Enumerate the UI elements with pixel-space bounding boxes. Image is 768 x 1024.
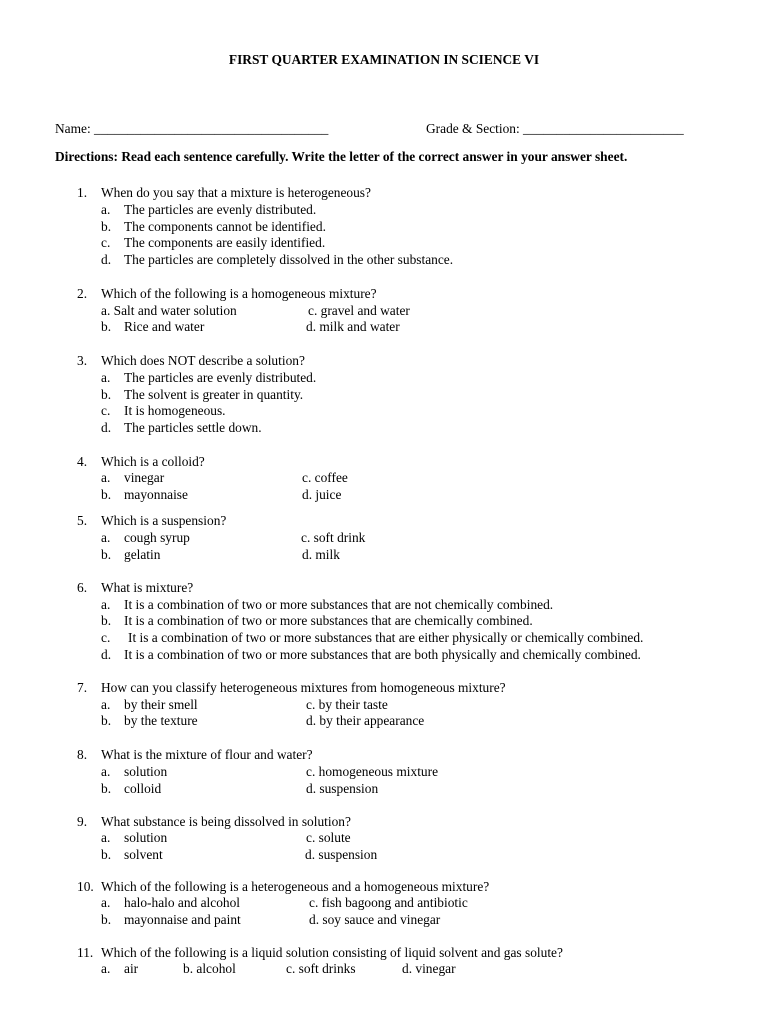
question-text: Which is a suspension? — [101, 513, 227, 528]
choice-letter: b. — [101, 847, 112, 862]
choice-letter: b. — [101, 713, 112, 728]
question-text: Which of the following is a homogeneous mixture? — [101, 286, 377, 301]
choice-d: The particles are completely dissolved in the other substance. — [124, 252, 454, 267]
choice-b: Rice and water — [124, 319, 205, 334]
choice-letter: a. — [101, 764, 111, 779]
question-text: Which is a colloid? — [101, 454, 205, 469]
choice-letter: a. — [101, 470, 111, 485]
question-text: What is the mixture of flour and water? — [101, 747, 313, 762]
question-number: 1. — [77, 185, 88, 200]
choice-b: by the texture — [124, 713, 198, 728]
choice-d: d. suspension — [306, 781, 379, 796]
choice-b: mayonnaise — [124, 487, 188, 502]
choice-a: It is a combination of two or more substances that are not chemically combined. — [124, 597, 554, 612]
choice-c: c. solute — [306, 830, 351, 845]
choice-letter: d. — [101, 420, 112, 435]
choice-c: c. coffee — [302, 470, 348, 485]
choice-a: a. Salt and water solution — [101, 303, 237, 318]
choice-letter: a. — [101, 895, 111, 910]
directions: Directions: Read each sentence carefully. Write the letter of the correct answer in your answer sheet. — [55, 149, 628, 164]
choice-letter: b. — [101, 613, 112, 628]
choice-b: colloid — [124, 781, 162, 796]
choice-d: d. milk — [302, 547, 340, 562]
choice-d: d. suspension — [305, 847, 378, 862]
choice-a: by their smell — [124, 697, 198, 712]
name-field[interactable]: Name: ___________________________________ — [55, 121, 329, 136]
choice-b: gelatin — [124, 547, 161, 562]
question-text: Which does NOT describe a solution? — [101, 353, 305, 368]
choice-a: cough syrup — [124, 530, 190, 545]
choice-d: d. vinegar — [402, 961, 456, 976]
grade-section-field[interactable]: Grade & Section: ________________________ — [426, 121, 684, 136]
question-text: What is mixture? — [101, 580, 194, 595]
choice-letter: a. — [101, 202, 111, 217]
choice-b: solvent — [124, 847, 163, 862]
choice-b: The solvent is greater in quantity. — [124, 387, 304, 402]
choice-a: halo-halo and alcohol — [124, 895, 241, 910]
choice-letter: b. — [101, 487, 112, 502]
choice-d: d. by their appearance — [306, 713, 425, 728]
choice-letter: d. — [101, 252, 112, 267]
choice-c: c. by their taste — [306, 697, 388, 712]
choice-letter: b. — [101, 319, 112, 334]
choice-a: solution — [124, 830, 168, 845]
choice-letter: a. — [101, 597, 111, 612]
choice-a: The particles are evenly distributed. — [124, 202, 317, 217]
choice-letter: c. — [101, 235, 111, 250]
question-number: 5. — [77, 513, 88, 528]
choice-a: air — [124, 961, 139, 976]
question-number: 10. — [77, 879, 94, 894]
choice-letter: b. — [101, 781, 112, 796]
choice-a: solution — [124, 764, 168, 779]
question-text: How can you classify heterogeneous mixtures from homogeneous mixture? — [101, 680, 506, 695]
choice-letter: a. — [101, 530, 111, 545]
choice-d: d. juice — [302, 487, 342, 502]
choice-letter: d. — [101, 647, 112, 662]
choice-c: c. fish bagoong and antibiotic — [309, 895, 468, 910]
choice-c: c. soft drink — [301, 530, 366, 545]
choice-b: It is a combination of two or more substances that are chemically combined. — [124, 613, 533, 628]
choice-letter: b. — [101, 387, 112, 402]
question-text: Which of the following is a liquid solution consisting of liquid solvent and gas solute? — [101, 945, 563, 960]
choice-letter: a. — [101, 697, 111, 712]
choice-letter: a. — [101, 830, 111, 845]
question-number: 6. — [77, 580, 88, 595]
question-number: 4. — [77, 454, 88, 469]
choice-letter: b. — [101, 912, 112, 927]
page-title: FIRST QUARTER EXAMINATION IN SCIENCE VI — [228, 52, 540, 67]
choice-a: vinegar — [124, 470, 165, 485]
choice-c: c. homogeneous mixture — [306, 764, 439, 779]
choice-c: c. soft drinks — [286, 961, 356, 976]
choice-letter: c. — [101, 403, 111, 418]
choice-c: It is a combination of two or more substances that are either physically or chemically combined. — [128, 630, 644, 645]
question-number: 3. — [77, 353, 88, 368]
question-number: 11. — [77, 945, 94, 960]
choice-c: c. gravel and water — [308, 303, 410, 318]
question-number: 2. — [77, 286, 88, 301]
choice-letter: c. — [101, 630, 111, 645]
choice-letter: a. — [101, 961, 111, 976]
choice-b: mayonnaise and paint — [124, 912, 241, 927]
question-number: 8. — [77, 747, 88, 762]
choice-b: The components cannot be identified. — [124, 219, 326, 234]
question-text: What substance is being dissolved in solution? — [101, 814, 351, 829]
question-text: Which of the following is a heterogeneous and a homogeneous mixture? — [101, 879, 490, 894]
choice-c: The components are easily identified. — [124, 235, 326, 250]
question-text: When do you say that a mixture is heterogeneous? — [101, 185, 371, 200]
choice-b: b. alcohol — [183, 961, 236, 976]
choice-d: d. soy sauce and vinegar — [309, 912, 441, 927]
choice-a: The particles are evenly distributed. — [124, 370, 317, 385]
choice-d: d. milk and water — [306, 319, 400, 334]
choice-letter: b. — [101, 547, 112, 562]
question-number: 7. — [77, 680, 88, 695]
choice-c: It is homogeneous. — [124, 403, 226, 418]
question-number: 9. — [77, 814, 88, 829]
choice-letter: b. — [101, 219, 112, 234]
choice-letter: a. — [101, 370, 111, 385]
choice-d: It is a combination of two or more substances that are both physically and chemically combined. — [124, 647, 641, 662]
choice-d: The particles settle down. — [124, 420, 262, 435]
